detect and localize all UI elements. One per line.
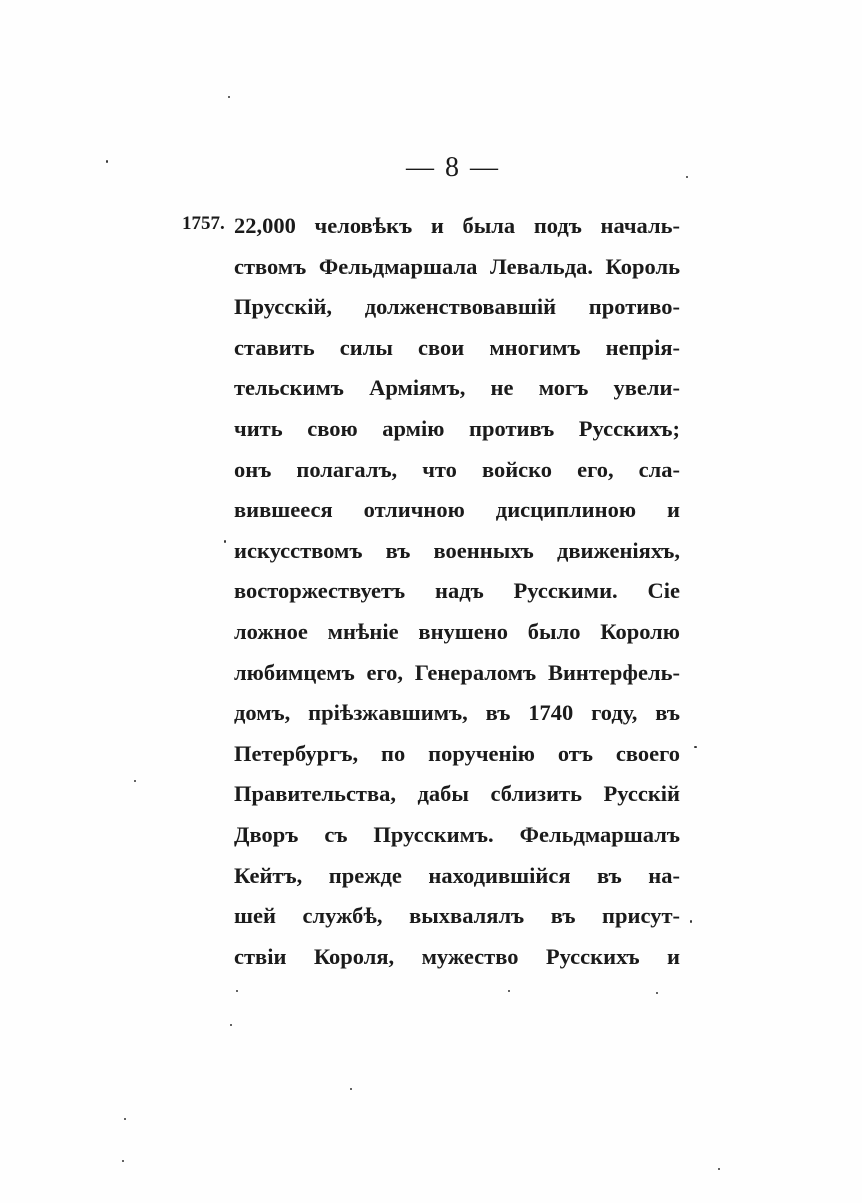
text-line: 22,000 человѣкъ и была подъ началь- <box>234 213 680 238</box>
text-line: Петербургъ, по порученію отъ своего <box>234 740 680 766</box>
text-line: домъ, пріѣзжавшимъ, въ 1740 году, въ <box>234 700 680 726</box>
margin-year-note: 1757. <box>182 213 225 234</box>
scan-speck <box>718 1168 720 1170</box>
scan-speck <box>230 1024 232 1026</box>
scan-speck <box>228 96 230 98</box>
scan-speck <box>350 1088 352 1090</box>
text-line: ствіи Короля, мужество Русскихъ и <box>234 943 680 969</box>
scan-speck <box>508 990 510 992</box>
text-line: любимцемъ его, Генераломъ Винтерфель- <box>234 659 680 685</box>
text-line: ставить силы свои многимъ непрія- <box>234 334 680 360</box>
scan-speck <box>122 1160 124 1162</box>
scan-speck <box>694 746 697 748</box>
text-line: Прусскій, долженствовавшій противо- <box>234 294 680 320</box>
text-line: Дворъ съ Прусскимъ. Фельдмаршалъ <box>234 821 680 847</box>
text-line: восторжествуетъ надъ Русскими. Сіе <box>234 578 680 604</box>
page-number: — 8 — <box>406 152 500 183</box>
scan-speck <box>224 540 226 543</box>
scan-speck <box>656 992 658 994</box>
text-line: онъ полагалъ, что войско его, сла- <box>234 456 680 482</box>
text-line: Правительства, дабы сблизить Русскій <box>234 781 680 807</box>
scan-speck <box>236 990 238 992</box>
body-text <box>234 206 680 977</box>
text-line: вившееся отличною дисциплиною и <box>234 497 680 523</box>
text-line: ствомъ Фельдмаршала Левальда. Король <box>234 253 680 279</box>
text-line: шей службѣ, выхвалялъ въ присут- <box>234 903 680 929</box>
scan-speck <box>134 780 136 782</box>
scan-speck <box>690 920 692 923</box>
text-line: чить свою армію противъ Русскихъ; <box>234 415 680 441</box>
text-line: искусствомъ въ военныхъ движеніяхъ, <box>234 537 680 563</box>
scan-speck <box>686 176 688 178</box>
scan-speck <box>106 160 108 163</box>
text-line: Кейтъ, прежде находившійся въ на- <box>234 862 680 888</box>
text-line: тельскимъ Арміямъ, не могъ увели- <box>234 375 680 401</box>
scan-speck <box>124 1118 126 1120</box>
text-line: ложное мнѣніе внушено было Королю <box>234 618 680 644</box>
